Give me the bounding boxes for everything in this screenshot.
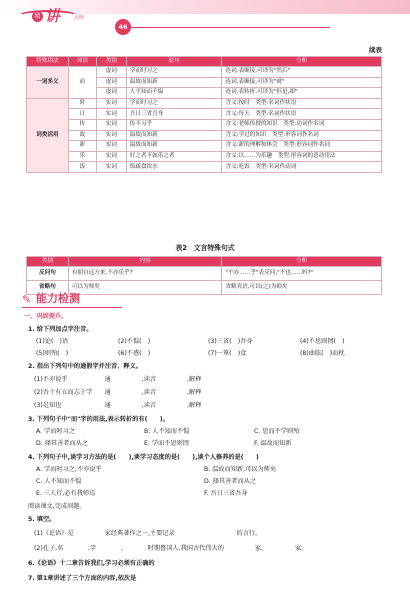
word-cell: 故 <box>68 130 96 141</box>
question-1: 1. 给下列加点字注音。 <box>28 326 93 333</box>
analysis-cell: 含义:吃饭 类型:名词作动词 <box>222 162 382 173</box>
q3-option: B. 人不知而不愠 <box>144 428 190 435</box>
type-cell: 实词 <box>96 130 126 141</box>
q4-option: B. 温故而知新,可以为师矣 <box>204 466 277 473</box>
category-cell: 省略句 <box>27 281 69 295</box>
analysis-cell: 含义:新的理解和体会 类型:形容词作名词 <box>222 141 382 152</box>
source-cell: 温故而知新 <box>126 141 222 152</box>
source-cell: 人不知而不愠 <box>126 88 222 99</box>
word-cell: 时 <box>68 98 96 109</box>
analysis-cell: 连词,表转折,可译为"但是,却" <box>222 88 382 99</box>
table-header-row <box>27 57 382 67</box>
q3-option: C. 思而不学则殆 <box>254 428 300 435</box>
source-cell: 学而时习之 <box>126 67 222 78</box>
question-2: 2. 指出下列句中的通假字并注音、释义。 <box>28 363 142 370</box>
section-underline <box>22 307 122 308</box>
q1-item: (8)曲肱( )而枕 <box>300 350 345 357</box>
type-cell: 实词 <box>96 119 126 130</box>
table-row <box>27 98 382 109</box>
continued-label: 续表 <box>369 46 382 54</box>
analysis-cell: 含义:学过的知识 类型:形容词作名词 <box>222 130 382 141</box>
analysis-cell: 含义:老师传授的知识 类型:动词作名词 <box>222 119 382 130</box>
q5-item: (1)《论语》是 家经典著作之一,主要记录 的言行。 <box>34 530 262 537</box>
source-cell: 吾日三省吾身 <box>126 109 222 120</box>
table-header-row <box>27 257 382 267</box>
reading-instruction: 阅读课文,完成问题。 <box>28 503 86 510</box>
source-cell: 温故而知新 <box>126 130 222 141</box>
q2-item: (1)不亦说乎 通 ,读音 ,解释 <box>34 376 251 383</box>
q2-item: (3)是知也 通 ,读音 ,解释 <box>34 402 251 409</box>
q1-item: (3)三省( )吾身 <box>208 338 253 345</box>
category-cell: 一词多义 <box>27 67 69 99</box>
word-cell: 饭 <box>68 162 96 173</box>
table-header-cell: 词语 <box>68 57 96 67</box>
sentence-pattern-table <box>26 256 382 295</box>
q1-item: (2)不愠( ) <box>118 338 151 345</box>
type-cell: 实词 <box>96 151 126 162</box>
table-row <box>27 162 382 173</box>
category-cell: 词类活用 <box>27 98 69 172</box>
q4-option: F. 吾日三省吾身 <box>204 490 248 497</box>
question-4: 4. 下列句子中,谈学习方法的是( ),谈学习态度的是( ),谈个人修养的是( ) <box>28 454 259 461</box>
table-header-cell: 分析 <box>222 57 382 67</box>
source-cell: 有朋自远方来,不亦乐乎? <box>68 267 222 281</box>
table-header-cell: 特殊用法 <box>27 57 69 67</box>
table-header-cell: 类别 <box>96 57 126 67</box>
type-cell: 虚词 <box>96 88 126 99</box>
q4-option: D. 择其善者而从之 <box>204 478 257 485</box>
question-6: 6.《论语》十二章告诉我们,学习必须有正确的 <box>28 560 279 567</box>
q1-item: (7)一箪( )食 <box>208 350 247 357</box>
feather-icon: ✎ <box>22 293 32 306</box>
word-cell: 新 <box>68 141 96 152</box>
word-cell: 传 <box>68 119 96 130</box>
q1-item: (1)论( )语 <box>36 338 69 345</box>
part-heading: 一、巩固提升。 <box>24 313 68 320</box>
analysis-cell: 连词,表顺接,可译为"然后" <box>222 67 382 78</box>
q4-option: A. 学而时习之,不亦说乎 <box>36 466 102 473</box>
source-cell: 温故而知新 <box>126 77 222 88</box>
logo-text: 讲 <box>45 7 61 25</box>
source-cell: 可以为师矣 <box>68 281 222 295</box>
source-cell: 饭疏食饮水 <box>126 162 222 173</box>
table-row <box>27 267 382 281</box>
word-cell: 乐 <box>68 151 96 162</box>
vocab-table <box>26 56 382 173</box>
q1-item: (5)则殆( ) <box>36 350 69 357</box>
question-7: 7. 第1章讲述了三个方面的内容,依次是 <box>28 575 285 582</box>
table-header-cell: 分析 <box>222 257 382 267</box>
q3-option: E. 学而不思则罔 <box>144 440 189 447</box>
q2-item: (2)吾十有五而志于学 通 ,读音 ,解释 <box>34 389 251 396</box>
type-cell: 实词 <box>96 109 126 120</box>
analysis-cell: "不亦……乎"表反问,"不也……吗?" <box>222 267 382 281</box>
question-5: 5. 填空。 <box>28 516 56 523</box>
type-cell: 实词 <box>96 162 126 173</box>
q4-option: C. 人不知而不愠 <box>36 478 82 485</box>
q1-item: (4)不思则罔( ) <box>300 338 345 345</box>
q3-option: F. 温故而知新 <box>254 440 292 447</box>
source-cell: 学而时习之 <box>126 98 222 109</box>
page-number: 46 <box>115 19 131 35</box>
table2-title: 表2 文言特殊句式 <box>175 244 235 252</box>
page-header <box>0 0 410 30</box>
word-cell: 而 <box>68 67 96 99</box>
q4-option: E. 三人行,必有我师焉 <box>36 490 96 497</box>
table-row <box>27 67 382 78</box>
analysis-cell: 连词,表顺接,可译为"就" <box>222 77 382 88</box>
table-header-cell: 类别 <box>27 257 69 267</box>
question-3: 3. 下列句子中"而"字的用法,表示转折的有( )。 <box>28 416 169 423</box>
table-row <box>27 109 382 120</box>
analysis-cell: 含义:以……为乐趣 类型:形容词的意动用法 <box>222 151 382 162</box>
section-title: 能力检测 <box>36 292 80 305</box>
word-cell: 日 <box>68 109 96 120</box>
analysis-cell: 含义:每天 类型:名词作状语 <box>222 109 382 120</box>
analysis-cell: 含义:按时 类型:名词作状语 <box>222 98 382 109</box>
logo-ring: 精 <box>32 11 43 22</box>
header-divider <box>130 27 330 28</box>
analysis-cell: 省略宾语,可以(之)为师矣 <box>222 281 382 295</box>
q1-item: (6)不惑( ) <box>118 350 151 357</box>
table-row <box>27 141 382 152</box>
table-header-cell: 内容 <box>68 257 222 267</box>
q3-option: A. 学而时习之 <box>36 428 75 435</box>
type-cell: 实词 <box>96 141 126 152</box>
table-row <box>27 130 382 141</box>
type-cell: 实词 <box>96 98 126 109</box>
category-cell: 反问句 <box>27 267 69 281</box>
q5-item: (2)孔子,名 ,字 , 时期鲁国人,我国古代伟大的 家、 家。 <box>34 545 308 552</box>
source-cell: 传不习乎 <box>126 119 222 130</box>
table-row <box>27 151 382 162</box>
q3-option: D. 择其善者而从之 <box>36 440 89 447</box>
type-cell: 虚词 <box>96 67 126 78</box>
table-header-cell: 原句 <box>126 57 222 67</box>
brand-logo <box>18 4 108 26</box>
table-row <box>27 119 382 130</box>
source-cell: 好之者不如乐之者 <box>126 151 222 162</box>
logo-subtext: 点练 <box>74 15 85 21</box>
type-cell: 虚词 <box>96 77 126 88</box>
